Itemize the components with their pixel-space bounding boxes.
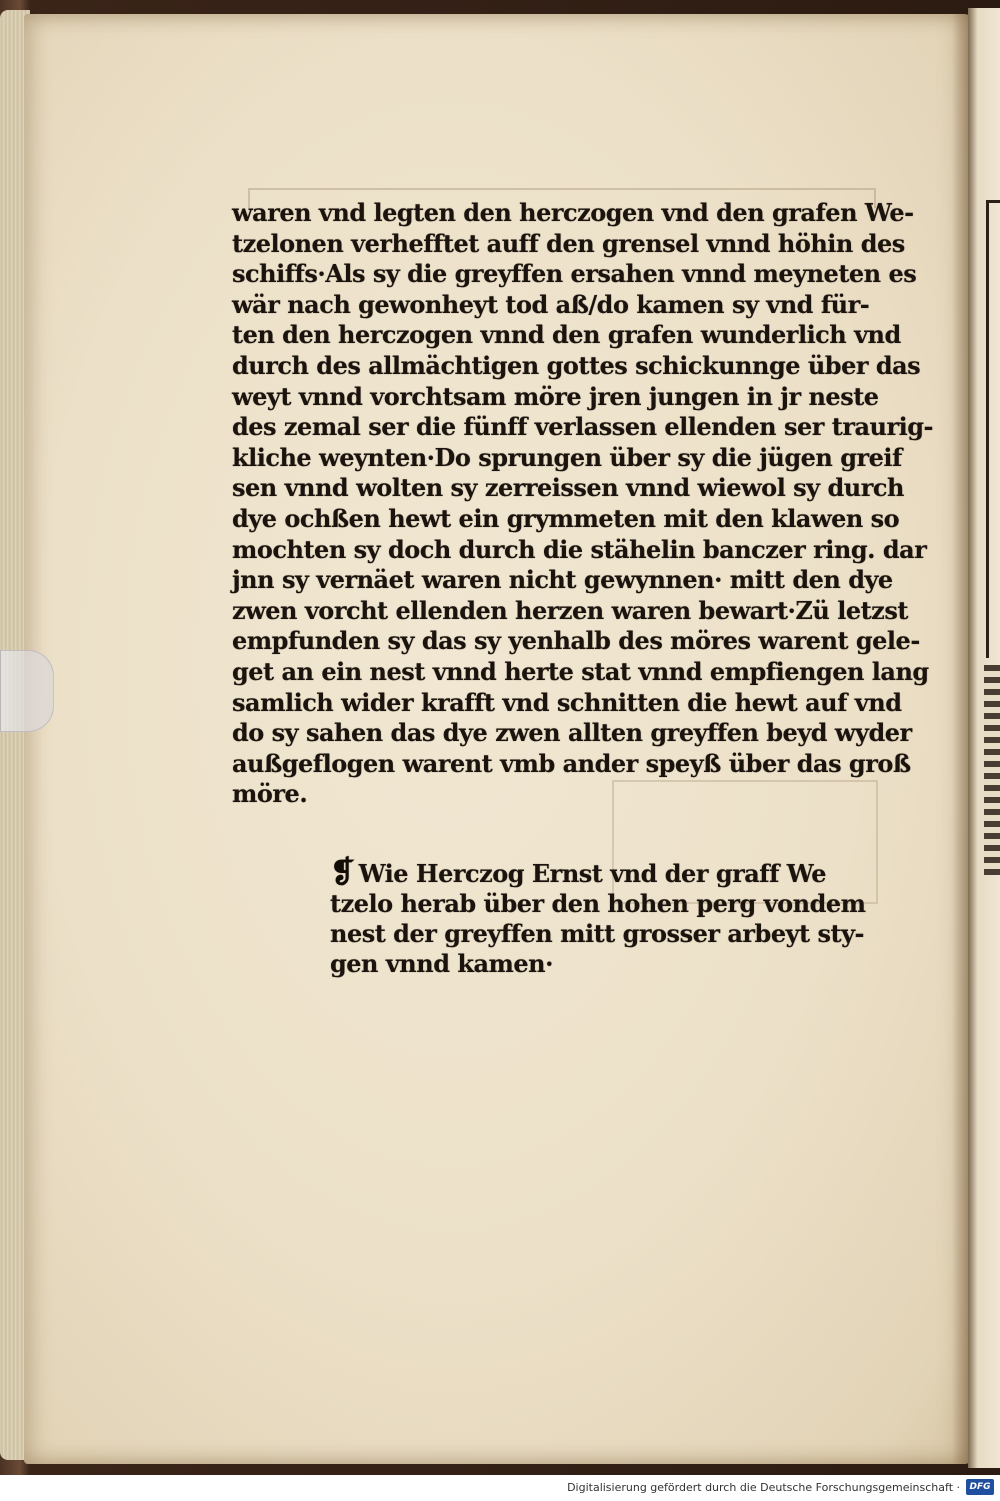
text-line: möre. [232,779,308,809]
text-line: mochten sy doch durch die stähelin banczer ring. dar [232,534,927,564]
heading-line: tzelo herab über den hohen perg vondem [330,889,866,918]
text-line: samlich wider krafft vnd schnitten die hewt auf vnd [232,687,902,717]
dfg-logo: DFG [966,1479,994,1495]
text-line: außgeflogen warent vmb ander speyß über das groß [232,748,911,778]
text-line: get an ein nest vnnd herte stat vnnd empfiengen lang [232,656,929,686]
text-line: jnn sy vernäet waren nicht gewynnen· mitt den dye [232,565,893,595]
text-line: des zemal ser die fünff verlassen ellenden ser traurig- [232,412,933,442]
text-line: ten den herczogen vnnd den grafen wunderlich vnd [232,320,901,350]
text-line: weyt vnnd vorchtsam möre jren jungen in jr neste [232,381,879,411]
heading-line [330,855,890,890]
text-line: waren vnd legten den herczogen vnd den grafen We- [232,198,914,227]
main-text-block [232,198,933,810]
text-line: kliche weynten·Do sprungen über sy die jügen greif [232,442,902,472]
text-line: wär nach gewonheyt tod aß/do kamen sy vnd für- [232,289,870,319]
chapter-heading [330,855,890,979]
heading-line-text: Wie Herczog Ernst vnd der graff We [358,859,827,888]
text-line: schiffs·Als sy die greyffen ersahen vnnd meyneten es [232,259,917,289]
text-line: dye ochßen hewt ein grymmeten mit den klawen so [232,503,900,533]
text-line: durch des allmächtigen gottes schickunnge über das [232,350,921,380]
text-line: zwen vorcht ellenden herzen waren bewart·Zü letzst [232,595,908,625]
heading-line: nest der greyffen mitt grosser arbeyt sty- [330,919,864,948]
book-clamp [0,650,54,732]
text-line: empfunden sy das sy yenhalb des möres warent gele- [232,626,920,656]
text-line: do sy sahen das dye zwen allten greyffen beyd wyder [232,718,912,748]
text-line: sen vnnd wolten sy zerreissen vnnd wiewol sy durch [232,473,904,503]
facing-page-ornament [984,665,1000,875]
pilcrow-mark: ❡ [330,855,355,890]
heading-line: gen vnnd kamen· [330,949,553,978]
digitization-credit: Digitalisierung gefördert durch die Deutsche Forschungsgemeinschaft · [567,1481,960,1494]
text-line: tzelonen verhefftet auff den grensel vnnd höhin des [232,228,905,258]
facing-page-frame [986,200,1000,658]
